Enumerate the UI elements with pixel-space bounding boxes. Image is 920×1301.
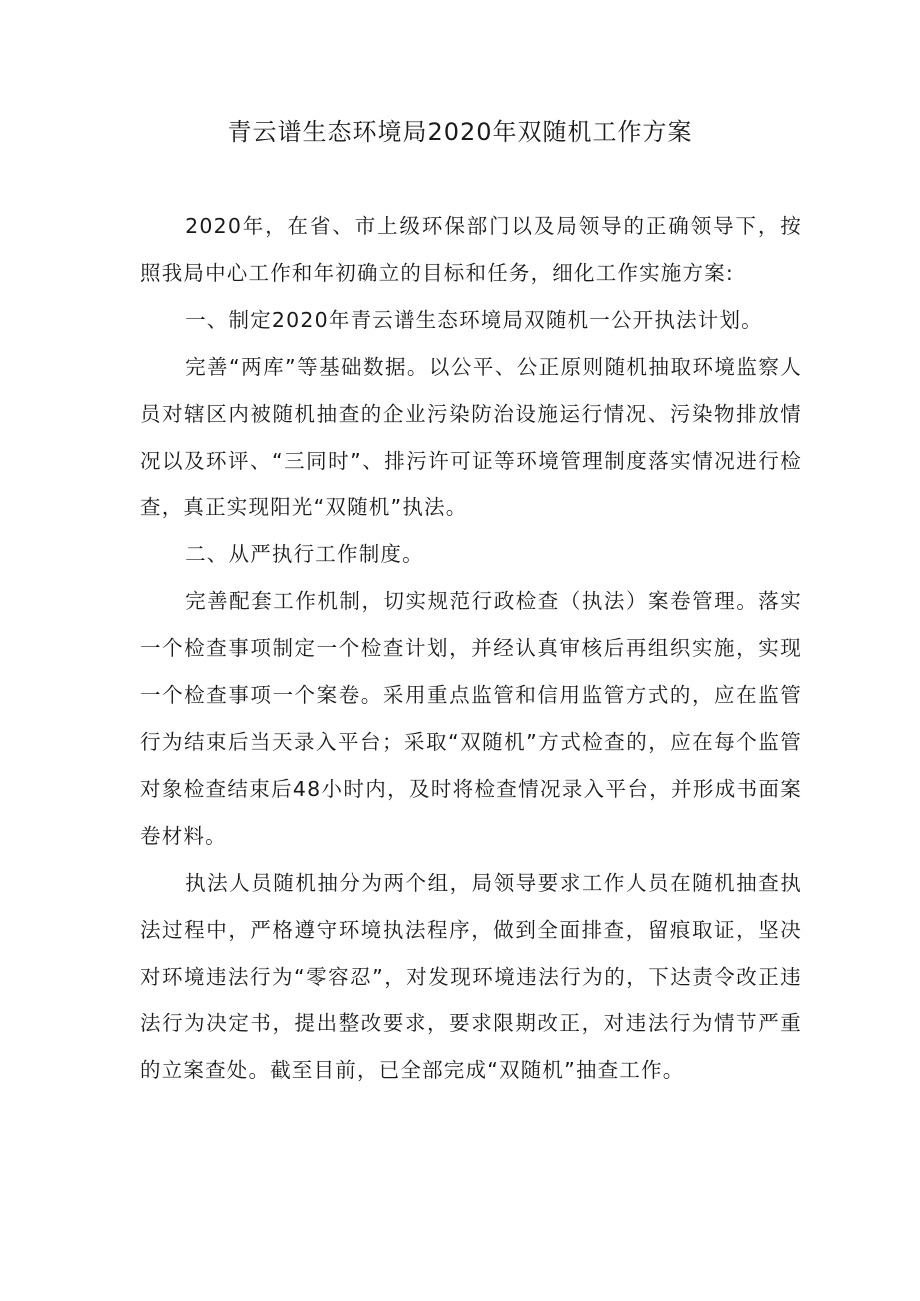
- document-body: [140, 203, 802, 1094]
- paragraph-section-2b: 执法人员随机抽分为两个组，局领导要求工作人员在随机抽查执法过程中，严格遵守环境执法程序，做到全面排查，留痕取证，坚决对环境违法行为“零容忍”，对发现环境违法行为的，下达责令改正违法行为决定书，提出整改要求，要求限期改正，对违法行为情节严重的立案查处。截至目前，已全部完成“双随机”抽查工作。: [140, 870, 802, 1083]
- section-heading-1: 一、制定2020年青云谱生态环境局双随机一公开执法计划。: [185, 307, 763, 332]
- document-title: 青云谱生态环境局2020年双随机工作方案: [227, 118, 693, 146]
- section-heading-2: 二、从严执行工作制度。: [185, 542, 424, 567]
- paragraph-section-1: 完善“两库”等基础数据。以公平、公正原则随机抽取环境监察人员对辖区内被随机抽查的企业污染防治设施运行情况、污染物排放情况以及环评、“三同时”、排污许可证等环境管理制度落实情况进行检查，真正实现阳光“双随机”执法。: [140, 354, 802, 520]
- paragraph-intro: 2020年，在省、市上级环保部门以及局领导的正确领导下，按照我局中心工作和年初确立的目标和任务，细化工作实施方案:: [140, 214, 802, 285]
- paragraph-section-2a: 完善配套工作机制，切实规范行政检查（执法）案卷管理。落实一个检查事项制定一个检查计划，并经认真审核后再组织实施，实现一个检查事项一个案卷。采用重点监管和信用监管方式的，应在监管行为结束后当天录入平台；采取“双随机”方式检查的，应在每个监管对象检查结束后48小时内，及时将检查情况录入平台，并形成书面案卷材料。: [140, 589, 802, 848]
